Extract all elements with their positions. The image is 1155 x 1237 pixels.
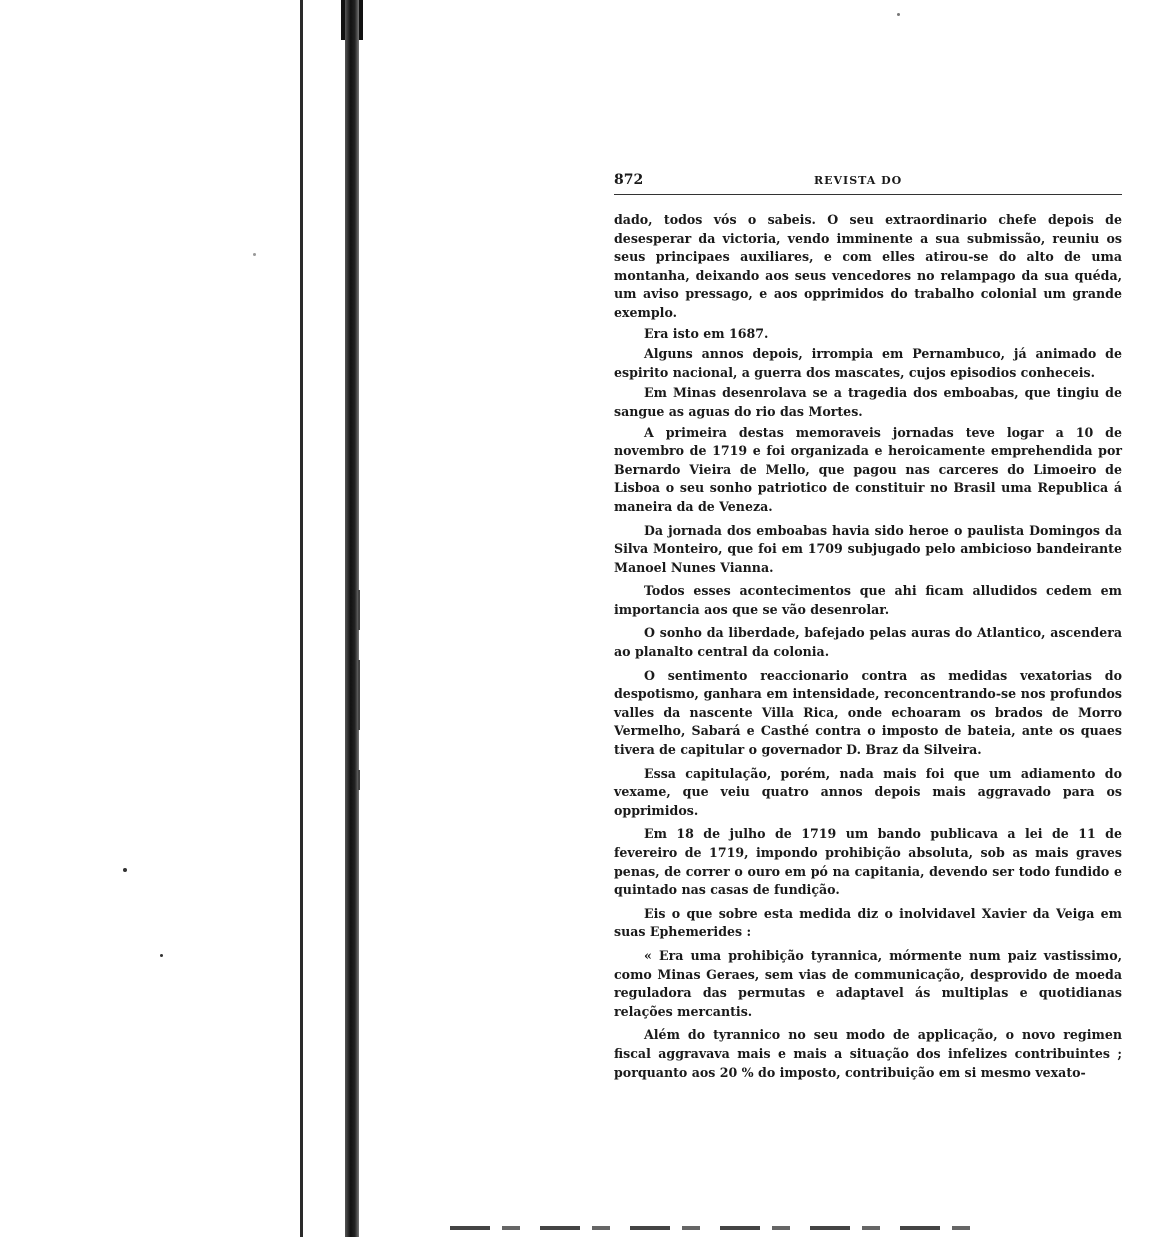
- left-page-edge: [300, 0, 303, 1237]
- paper-speck: [160, 954, 163, 957]
- paragraph: Essa capitulação, porém, nada mais foi que um adiamento do vexame, que veiu quatro annos depois mais aggravado para os opprimidos.: [614, 765, 1122, 818]
- book-page: [614, 172, 1122, 1084]
- paper-speck: [123, 868, 127, 872]
- paper-speck: [897, 13, 900, 16]
- paragraph: A primeira destas memoraveis jornadas teve logar a 10 de novembro de 1719 e foi organizada e heroicamente emprehendida por Bernardo Vieira de Mello, que pagou nas carceres do Limoeiro de Lisboa o seu sonho patriotico de constituir no Brasil uma Republica á maneira da de Veneza.: [614, 424, 1122, 514]
- paragraph: Era isto em 1687.: [644, 325, 769, 341]
- page-number: 872: [614, 172, 644, 188]
- spine-mark: [358, 660, 360, 730]
- paper-speck: [253, 253, 256, 256]
- body-text: [614, 211, 1122, 1082]
- paragraph: Todos esses acontecimentos que ahi ficam alludidos cedem em importancia aos que se vão desenrolar.: [614, 583, 1122, 617]
- paragraph: O sentimento reaccionario contra as medidas vexatorias do despotismo, ganhara em intensidade, reconcentrando-se nos profundos valles da nascente Villa Rica, onde echoaram os brados de Morro Vermelho, Sabará e Casthé contra o imposto de bateia, ante os quaes tivera de capitular o governador D. Braz da Silveira.: [614, 667, 1122, 758]
- paragraph: Alguns annos depois, irrompia em Pernambuco, já animado de espirito nacional, a guerra dos mascates, cujos episodios conheceis.: [614, 346, 1122, 380]
- paragraph: Eis o que sobre esta medida diz o inolvidavel Xavier da Veiga em suas Ephemerides :: [614, 905, 1122, 940]
- paragraph: Em 18 de julho de 1719 um bando publicava a lei de 11 de fevereiro de 1719, impondo prohibição absoluta, sob as mais graves penas, de correr o ouro em pó na capitania, devendo ser todo fundido e quintado nas casas de fundição.: [614, 826, 1122, 898]
- paragraph: Em Minas desenrolava se a tragedia dos emboabas, que tingiu de sangue as aguas do rio das Mortes.: [614, 385, 1122, 419]
- paragraph: dado, todos vós o sabeis. O seu extraordinario chefe depois de desesperar da victoria, vendo imminente a sua submissão, reuniu os seus principaes auxiliares, e com elles atirou-se do alto de uma montanha, deixando aos seus vencedores no relampago da sua quéda, um aviso pressago, e aos opprimidos do trabalho colonial um grande exemplo.: [614, 212, 1122, 320]
- book-spine-shadow: [345, 0, 359, 1237]
- paragraph: Da jornada dos emboabas havia sido heroe o paulista Domingos da Silva Monteiro, que foi em 1709 subjugado pelo ambicioso bandeirante Manoel Nunes Vianna.: [614, 522, 1122, 575]
- paragraph: O sonho da liberdade, bafejado pelas auras do Atlantico, ascendera ao planalto central da colonia.: [614, 625, 1122, 660]
- paragraph: Além do tyrannico no seu modo de applicação, o novo regimen fiscal aggravava mais e mais a situação dos infelizes contribuintes ; porquanto aos 20 % do imposto, contribuição em si mesmo vexato-: [614, 1027, 1122, 1080]
- page-bottom-edge: [450, 1226, 990, 1230]
- page-header: [614, 172, 1122, 195]
- running-head: REVISTA DO: [814, 174, 903, 187]
- spine-mark: [358, 590, 360, 630]
- spine-mark: [358, 770, 360, 790]
- quotation-paragraph: « Era uma prohibição tyrannica, mórmente num paiz vastissimo, como Minas Geraes, sem vias de communicação, desprovido de moeda reguladora das permutas e adaptavel ás multiplas e quotidianas relações mercantis.: [614, 947, 1122, 1019]
